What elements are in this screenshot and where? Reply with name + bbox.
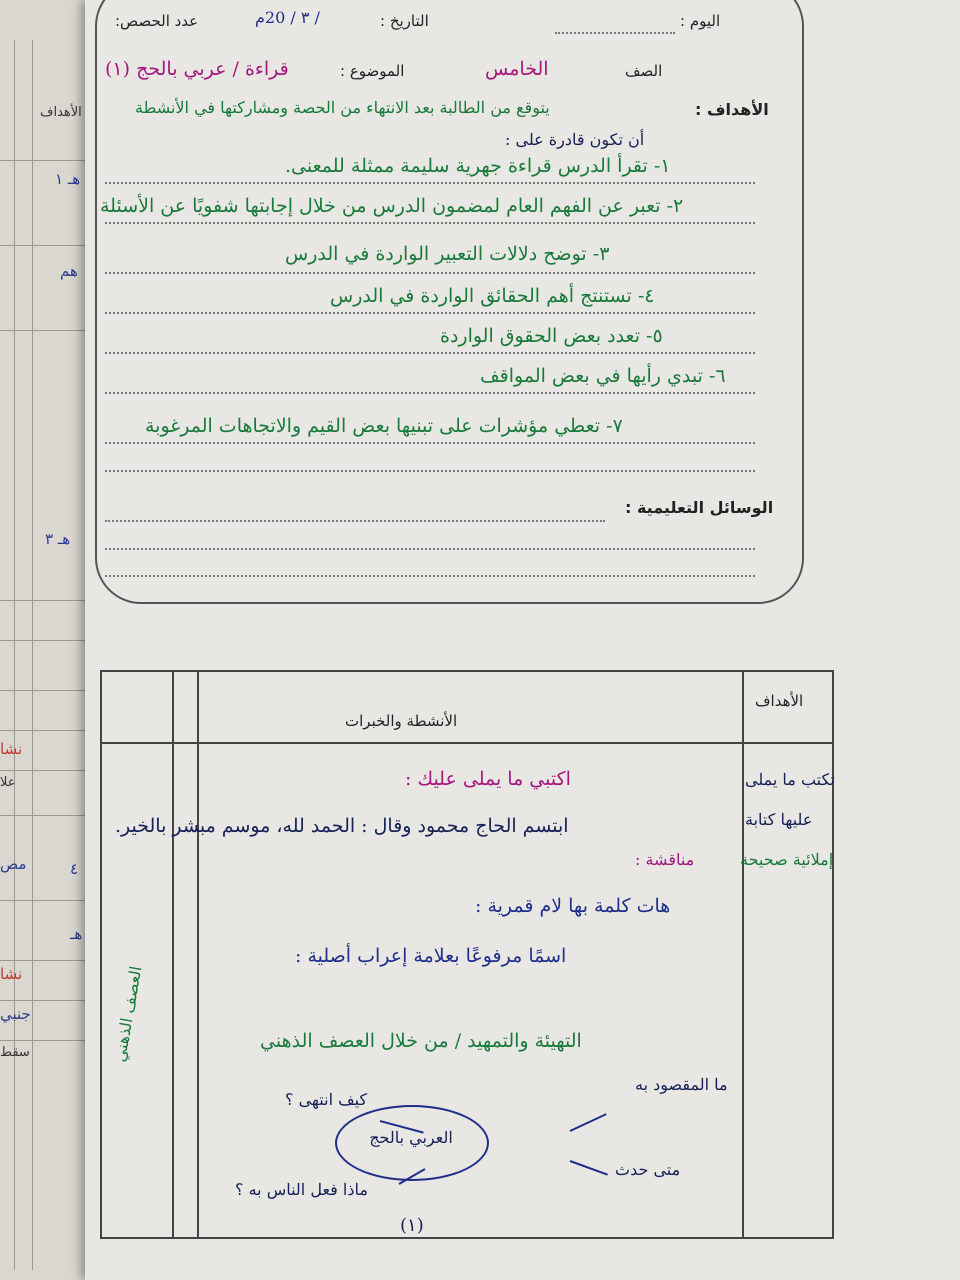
dictation-title: اكتبي ما يملى عليك : <box>405 768 571 790</box>
left-mark: هـ ٣ <box>45 530 71 548</box>
subject-value: قراءة / عربي بالحج (١) <box>105 58 289 80</box>
objective-item: ١- تقرأ الدرس قراءة جهرية سليمة ممثلة للمعنى. <box>285 155 671 177</box>
brainstorm-side-label: العصف الذهني <box>110 964 146 1064</box>
question-meaning: ما المقصود به <box>635 1075 728 1094</box>
preparation-line: التهيئة والتمهيد / من خلال العصف الذهني <box>260 1030 582 1052</box>
date-value: / ٣ / 20م <box>255 8 320 27</box>
left-fragment: سقط <box>0 1045 30 1060</box>
left-page-header: الأهداف <box>40 105 82 120</box>
objectives-label: الأهداف : <box>695 100 769 119</box>
task-item: هات كلمة بها لام قمرية : <box>475 895 671 917</box>
question-when: متى حدث <box>615 1160 681 1179</box>
question-what: ماذا فعل الناس به ؟ <box>235 1180 368 1199</box>
left-fragment: نشا <box>0 740 23 758</box>
objective-cell-line: إملائية صحيحة <box>740 850 834 869</box>
objectives-intro-2: أن تكون قادرة على : <box>505 130 645 149</box>
dictation-sentence: ابتسم الحاج محمود وقال : الحمد لله، موسم مبشر بالخير. <box>115 815 569 837</box>
class-label: الصف <box>625 62 663 80</box>
left-fragment: مص <box>0 855 27 873</box>
left-fragment: جنبي <box>0 1005 31 1023</box>
left-mark: هـ ١ <box>55 170 81 188</box>
left-mark: ٤ <box>70 860 79 878</box>
cloud-center-text: العربي بالحج <box>369 1128 453 1147</box>
left-mark: هم <box>60 262 78 280</box>
objectives-intro: يتوقع من الطالبة بعد الانتهاء من الحصة ومشاركتها في الأنشطة <box>135 98 550 117</box>
class-value: الخامس <box>485 58 549 80</box>
objective-item: ٤- تستنتج أهم الحقائق الواردة في الدرس <box>330 285 655 307</box>
objective-item: ٧- تعطي مؤشرات على تبنيها بعض القيم والاتجاهات المرغوبة <box>145 415 623 437</box>
question-how: كيف انتهى ؟ <box>285 1090 368 1109</box>
tasks-label: مناقشة : <box>635 850 695 869</box>
objective-cell-line: عليها كتابة <box>745 810 813 829</box>
means-label: الوسائل التعليمية : <box>625 498 774 517</box>
date-label: التاريخ : <box>380 12 429 30</box>
objective-item: ٥- تعدد بعض الحقوق الواردة <box>440 325 663 347</box>
table-activities-header: الأنشطة والخبرات <box>345 712 458 730</box>
subject-label: الموضوع : <box>340 62 405 80</box>
task-item: اسمًا مرفوعًا بعلامة إعراب أصلية : <box>295 945 567 967</box>
periods-label: عدد الحصص: <box>115 12 199 30</box>
objective-cell-line: تكتب ما يملى <box>745 770 835 789</box>
left-fragment: نشا <box>0 965 23 983</box>
left-mark: هـ <box>70 925 83 943</box>
objective-item: ٦- تبدي رأيها في بعض المواقف <box>480 365 726 387</box>
objective-item: ٣- توضح دلالات التعبير الواردة في الدرس <box>285 243 610 265</box>
left-fragment: علا <box>0 775 16 790</box>
page-number: (١) <box>400 1215 424 1236</box>
lesson-plan-page <box>85 0 960 1280</box>
day-label: اليوم : <box>680 12 721 30</box>
table-objectives-header: الأهداف <box>755 692 804 710</box>
objective-item: ٢- تعبر عن الفهم العام لمضمون الدرس من خلال إجابتها شفويًا عن الأسئلة <box>100 195 684 217</box>
